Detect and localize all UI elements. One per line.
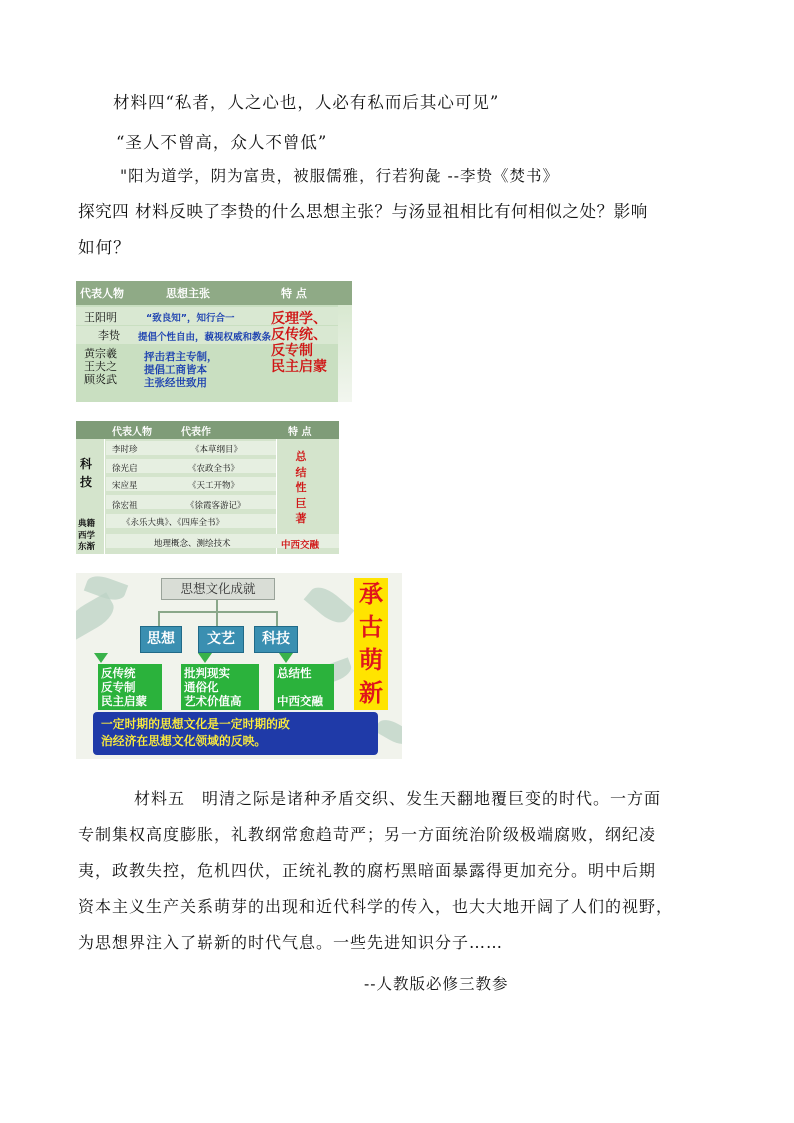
connector bbox=[216, 611, 218, 626]
person-name: 王阳明 bbox=[84, 311, 117, 324]
category-science: 科技 bbox=[254, 626, 298, 653]
person-name: 徐光启 bbox=[112, 464, 138, 474]
connector bbox=[158, 611, 278, 613]
culture-diagram bbox=[76, 573, 402, 759]
thought-box: 反传统 反专制 民主启蒙 bbox=[98, 664, 162, 710]
connector bbox=[276, 611, 278, 626]
question4-line2: 如何？ bbox=[78, 238, 131, 257]
material5-line4: 资本主义生产关系萌芽的出现和近代科学的传入，也大大地开阔了人们的视野， bbox=[78, 897, 674, 916]
science-box: 总结性 中西交融 bbox=[274, 664, 334, 710]
person-name: 李时珍 bbox=[112, 445, 138, 455]
classics-label: 典籍 bbox=[78, 519, 96, 529]
science-table-header bbox=[76, 421, 339, 439]
decor-strip bbox=[338, 305, 352, 402]
work-title: 《徐霞客游记》 bbox=[186, 501, 246, 511]
category-art: 文艺 bbox=[198, 626, 244, 653]
science-table bbox=[76, 421, 339, 554]
conclusion-box bbox=[93, 712, 378, 755]
art-box: 批判现实 通俗化 艺术价值高 bbox=[181, 664, 259, 710]
material4-line3: "阳为道学，阴为富贵，被服儒雅，行若狗彘 --李贽《焚书》 bbox=[120, 167, 560, 185]
person-idea: “致良知”，知行合一 bbox=[146, 313, 235, 324]
thought-feature: 反理学、 反传统、 反专制 民主启蒙 bbox=[271, 311, 327, 375]
west-feature: 中西交融 bbox=[281, 540, 320, 551]
header-idea: 思想主张 bbox=[166, 287, 210, 300]
material4-line2: “圣人不曾高，众人不曾低” bbox=[116, 133, 328, 152]
conclusion-part2: 治经济在思想文化领域的反映。 bbox=[101, 734, 267, 748]
person-name: 黄宗羲 王夫之 顾炎武 bbox=[84, 347, 117, 386]
header-person: 代表人物 bbox=[112, 427, 152, 438]
material5-line1: 材料五 明清之际是诸种矛盾交织、发生天翻地覆巨变的时代。一方面 bbox=[134, 789, 662, 808]
work-title: 《农政全书》 bbox=[188, 464, 240, 474]
science-group-label: 科 技 bbox=[80, 457, 93, 489]
person-name: 李贽 bbox=[98, 329, 120, 342]
diagram-title: 思想文化成就 bbox=[161, 578, 275, 600]
person-name: 徐宏祖 bbox=[112, 501, 138, 511]
arrow-down-icon bbox=[94, 653, 108, 663]
header-feature: 特 点 bbox=[288, 427, 312, 438]
leaf-decoration bbox=[374, 715, 402, 749]
header-feature: 特 点 bbox=[281, 287, 307, 300]
material4-line1: 材料四“私者，人之心也，人必有私而后其心可见” bbox=[113, 93, 500, 112]
material5-source: --人教版必修三教参 bbox=[364, 975, 509, 993]
arrow-down-icon bbox=[198, 653, 212, 663]
arrow-down-icon bbox=[279, 653, 293, 663]
connector bbox=[158, 611, 160, 626]
leaf-decoration bbox=[304, 581, 355, 629]
divider bbox=[104, 439, 105, 554]
side-label: 承 古 萌 新 bbox=[354, 578, 388, 710]
science-feature: 总 结 性 巨 著 bbox=[295, 450, 307, 525]
classics-work: 《永乐大典》、《四库全书》 bbox=[122, 518, 225, 528]
west-work: 地理概念、测绘技术 bbox=[154, 539, 231, 549]
person-idea: 提倡个性自由，藐视权威和教条 bbox=[138, 332, 272, 343]
work-title: 《本草纲目》 bbox=[191, 445, 243, 455]
person-name: 宋应星 bbox=[112, 481, 138, 491]
conclusion-part1: 一定时期的思想文化是一定时期的政 bbox=[101, 717, 290, 731]
thought-table bbox=[76, 281, 352, 402]
material5-line3: 夷，政教失控，危机四伏，正统礼教的腐朽黑暗面暴露得更加充分。明中后期 bbox=[78, 861, 657, 880]
work-title: 《天工开物》 bbox=[188, 481, 240, 491]
person-idea: 抨击君主专制， 提倡工商皆本 主张经世致用 bbox=[144, 351, 218, 389]
header-work: 代表作 bbox=[181, 427, 211, 438]
category-thought: 思想 bbox=[140, 626, 182, 653]
material5-line2: 专制集权高度膨胀，礼教纲常愈趋苛严；另一方面统治阶级极端腐败，纲纪凌 bbox=[78, 825, 657, 844]
question4-line1: 探究四 材料反映了李贽的什么思想主张？与汤显祖相比有何相似之处？影响 bbox=[78, 202, 648, 221]
thought-table-header bbox=[76, 281, 352, 305]
header-person: 代表人物 bbox=[80, 287, 124, 300]
west-label: 西学 东渐 bbox=[78, 531, 96, 552]
material5-line5: 为思想界注入了崭新的时代气息。一些先进知识分子…… bbox=[78, 933, 504, 952]
